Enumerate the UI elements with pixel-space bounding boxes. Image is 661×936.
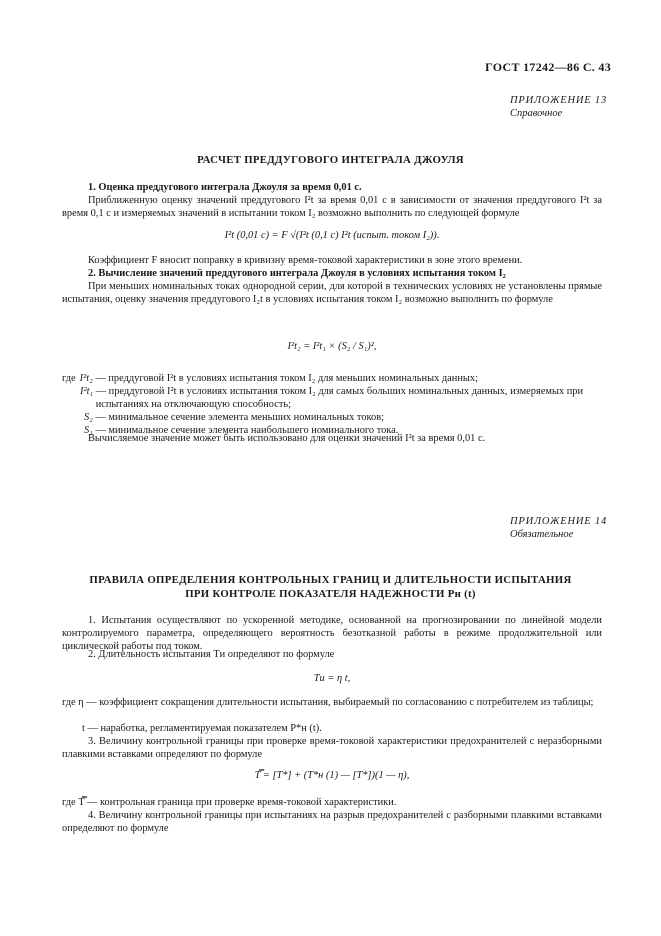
paragraph: 2. Длительность испытания Tи определяют по формуле [88, 649, 335, 660]
formula-joule-i2: I²t₂ = I²t₁ × (S₂ / S₁)², [287, 341, 377, 352]
appendix-13-subtitle: Справочное [510, 108, 563, 119]
where-word: где [62, 373, 76, 384]
definition-eta: где η — коэффициент сокращения длительности испытания, выбираемый по согласованию с потребителем из таблицы; [62, 697, 594, 708]
subsection-1-title: 1. Оценка преддугового интеграла Джоуля за время 0,01 с. [88, 182, 362, 193]
definition-text: — преддуговой I²t в условиях испытания током I₂ для самых больших номинальных данных, измеряемых при испытаниях на отключающую способность; [95, 386, 584, 410]
formula-test-duration: Tи = η t, [313, 673, 351, 684]
paragraph: При меньших номинальных токах однородной серии, для которой в технических условиях не установлены прямые испытания, оценку значения преддугового I₂t в условиях испытания током I₂ возможно выполнить по формуле [62, 281, 602, 305]
appendix-14-subtitle: Обязательное [510, 529, 574, 540]
page-header: ГОСТ 17242—86 С. 43 [485, 60, 611, 74]
definition-row [62, 385, 602, 411]
definition-term: I²t₁ [80, 386, 94, 397]
appendix-14-title: ПРИЛОЖЕНИЕ 14 [510, 516, 608, 527]
definition-control-limit: где T̿ — контрольная граница при проверке время-токовой характеристики. [62, 797, 397, 808]
appendix-13-title: ПРИЛОЖЕНИЕ 13 [510, 95, 608, 106]
formula-joule-001: I²t (0,01 с) = F √(I²t (0,1 с) I²t (испыт. током I₂)). [224, 230, 440, 241]
section-1-heading: РАСЧЕТ ПРЕДДУГОВОГО ИНТЕГРАЛА ДЖОУЛЯ [197, 154, 464, 166]
definition-text: — минимальное сечение элемента наибольшего номинального тока. [95, 425, 399, 436]
definitions-list [62, 372, 602, 437]
section-2-heading-line-2: ПРИ КОНТРОЛЕ ПОКАЗАТЕЛЯ НАДЕЖНОСТИ Pн (t) [185, 588, 476, 600]
definition-text: — минимальное сечение элемента меньших номинальных токов; [95, 412, 385, 423]
definition-term: I²t₂ [79, 373, 93, 384]
definition-text: — преддуговой I²t в условиях испытания током I₂ для меньших номинальных данных; [95, 373, 478, 384]
definition-row [62, 411, 602, 424]
paragraph: Коэффициент F вносит поправку в кривизну время-токовой характеристики в зоне этого времени. [88, 255, 523, 266]
definition-t: t — наработка, регламентируемая показателем P*н (t). [82, 723, 322, 734]
paragraph: 3. Величину контрольной границы при проверке время-токовой характеристики предохранителей с неразборными плавкими вставками определяют по формуле [62, 736, 602, 760]
formula-control-limit: T̿ = [T*] + (T*н (1) — [T*])(1 — η), [254, 770, 410, 781]
paragraph: 1. Испытания осуществляют по ускоренной методике, основанной на прогнозировании по линейной модели контролируемого параметра, определяющего вероятность безотказной работы в режиме продолжительной или циклической работы под током. [62, 615, 602, 652]
subsection-2-title: 2. Вычисление значений преддугового интеграла Джоуля в условиях испытания током I₂ [88, 268, 506, 279]
paragraph: Вычисляемое значение может быть использовано для оценки значений I²t за время 0,01 с. [88, 433, 486, 444]
definition-term: S₂ [84, 412, 93, 423]
section-2-heading-line-1: ПРАВИЛА ОПРЕДЕЛЕНИЯ КОНТРОЛЬНЫХ ГРАНИЦ И ДЛИТЕЛЬНОСТИ ИСПЫТАНИЯ [89, 574, 572, 586]
paragraph: 4. Величину контрольной границы при испытаниях на разрыв предохранителей с разборными плавкими вставками определяют по формуле [62, 810, 602, 834]
definition-term: S₁ [84, 425, 93, 436]
paragraph: Приближенную оценку значений преддугового I²t за время 0,01 с в зависимости от значения преддугового I²t за время 0,1 с и измеряемых значений в испытании током I₂ возможно выполнить по следующей формуле [62, 195, 602, 219]
definition-row [62, 372, 602, 385]
